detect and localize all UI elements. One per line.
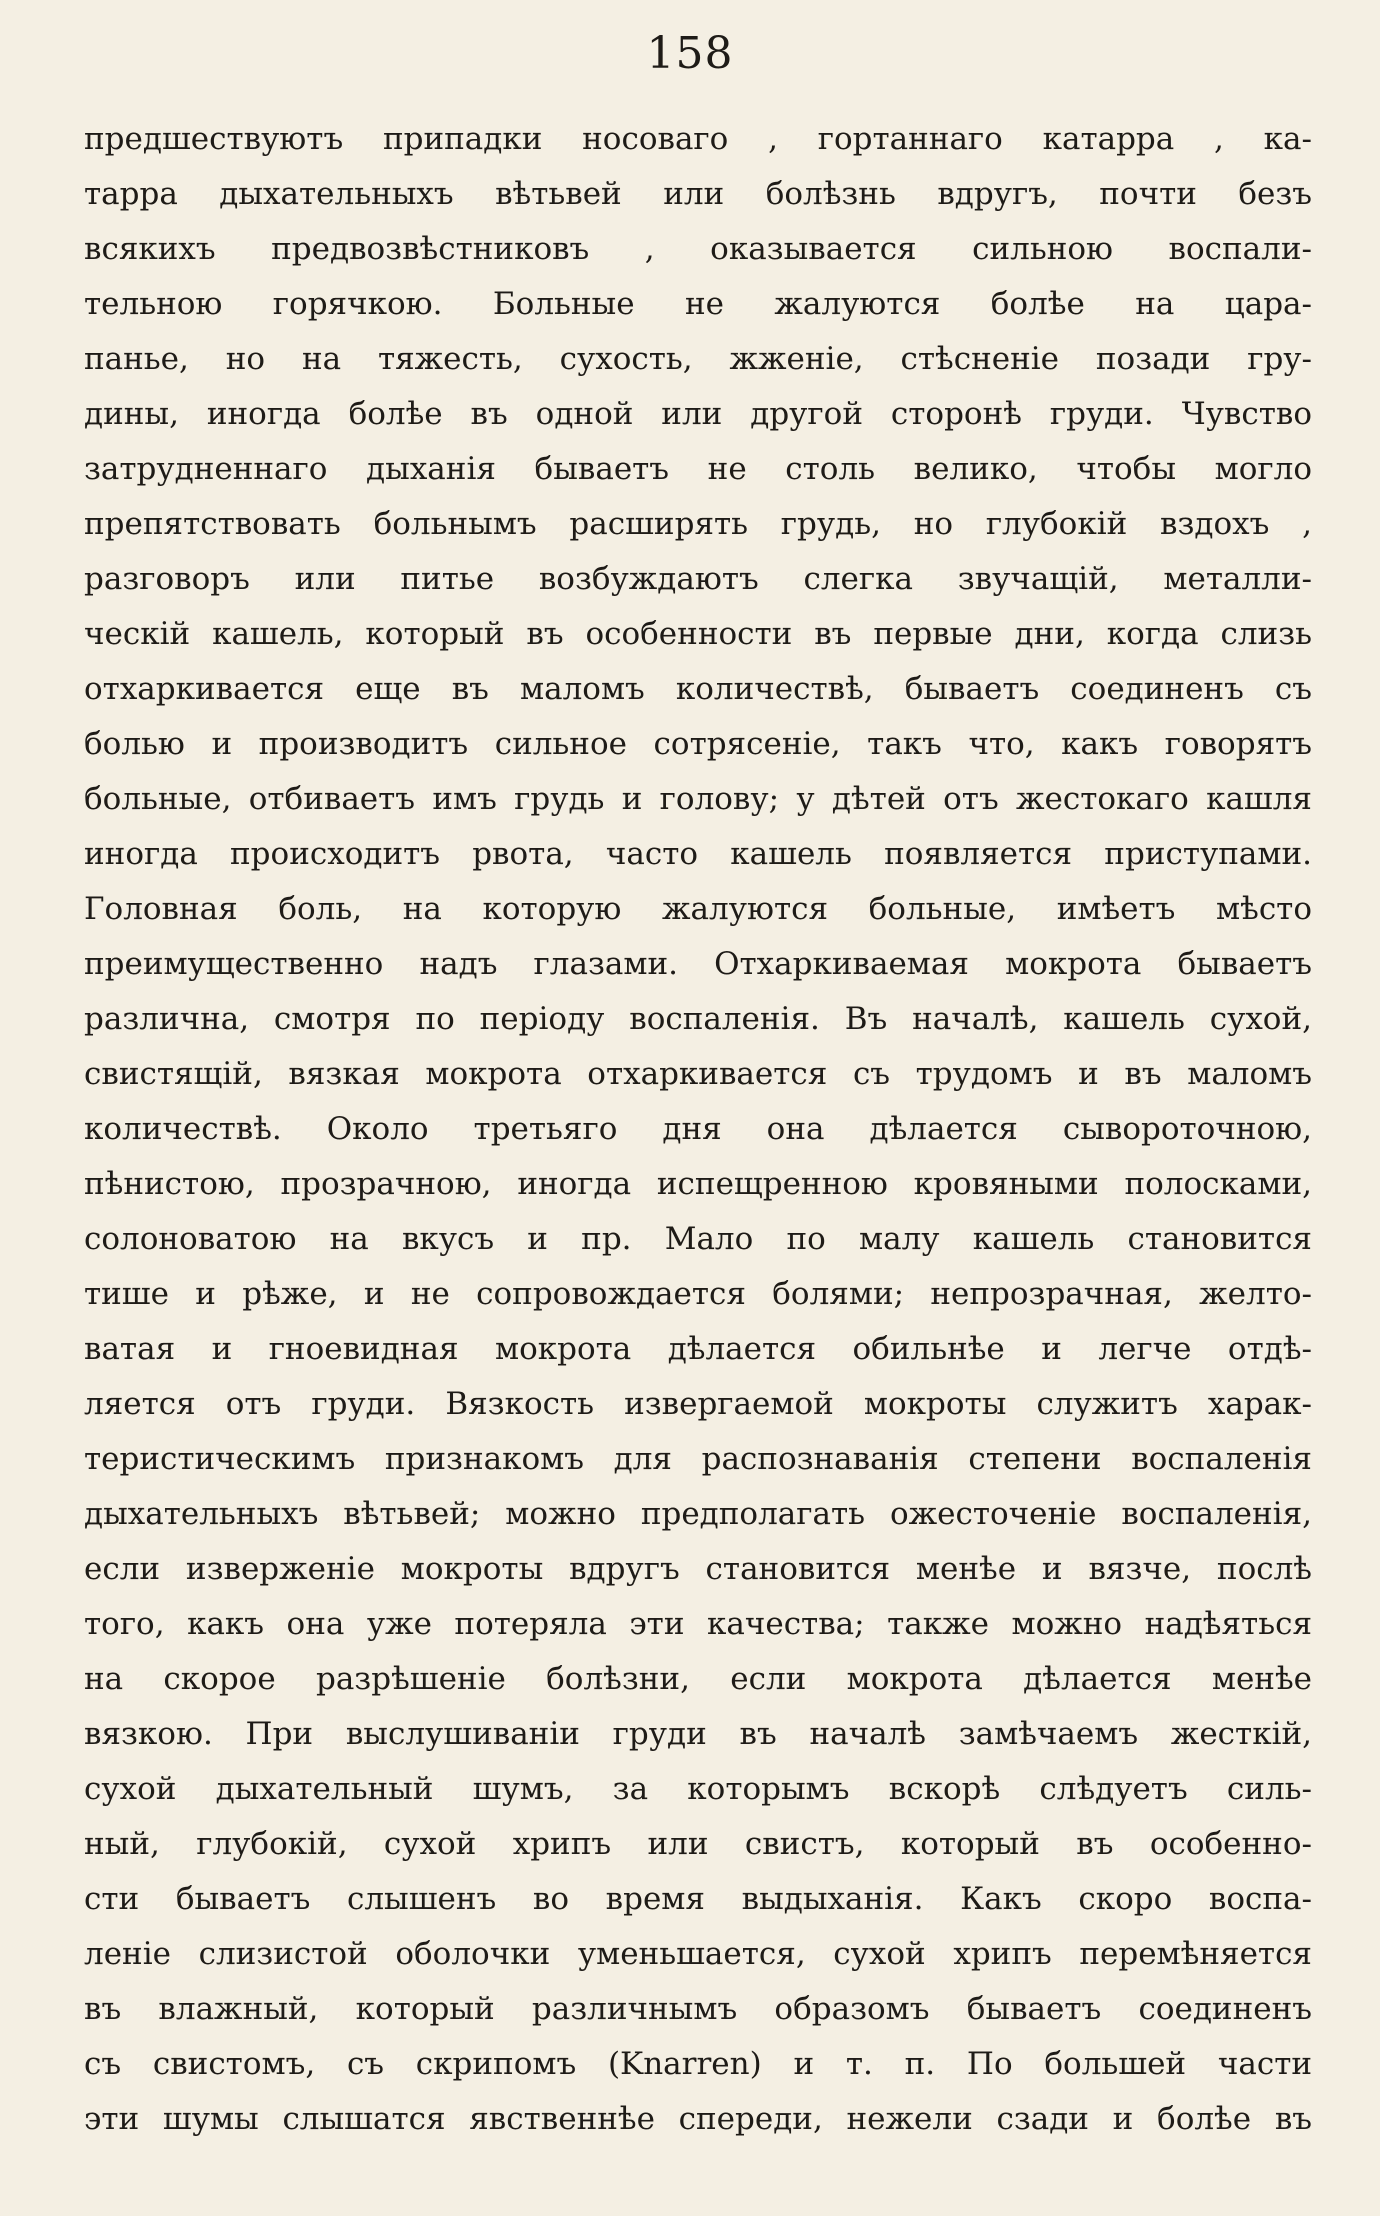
- text-line: вязкою. При выслушиваніи груди въ началѣ замѣчаемъ жесткій,: [84, 1716, 1312, 1752]
- text-line: разговоръ или питье возбуждаютъ слегка звучащій, металли-: [84, 561, 1312, 597]
- text-line: съ свистомъ, съ скрипомъ (Knarren) и т. п. По большей части: [84, 2046, 1312, 2082]
- text-line: панье, но на тяжесть, сухость, жженіе, стѣсненіе позади гру-: [84, 341, 1312, 377]
- text-line: сухой дыхательный шумъ, за которымъ вскорѣ слѣдуетъ силь-: [84, 1771, 1312, 1807]
- text-line: препятствовать больнымъ расширять грудь, но глубокій вздохъ ,: [84, 506, 1312, 542]
- text-line: болью и производитъ сильное сотрясеніе, такъ что, какъ говорятъ: [84, 726, 1312, 762]
- text-line: пѣнистою, прозрачною, иногда испещренною кровяными полосками,: [84, 1166, 1312, 1202]
- text-line: ческій кашель, который въ особенности въ первые дни, когда слизь: [84, 616, 1312, 652]
- text-line: дины, иногда болѣе въ одной или другой сторонѣ груди. Чувство: [84, 396, 1312, 432]
- text-line: количествѣ. Около третьяго дня она дѣлается сывороточною,: [84, 1111, 1312, 1147]
- text-line: всякихъ предвозвѣстниковъ , оказывается сильною воспали-: [84, 231, 1312, 267]
- text-line: тише и рѣже, и не сопровождается болями; непрозрачная, желто-: [84, 1276, 1312, 1312]
- text-line: преимущественно надъ глазами. Отхаркиваемая мокрота бываетъ: [84, 946, 1312, 982]
- text-line: различна, смотря по періоду воспаленія. Въ началѣ, кашель сухой,: [84, 1001, 1312, 1037]
- text-line: затрудненнаго дыханія бываетъ не столь велико, чтобы могло: [84, 451, 1312, 487]
- text-line: иногда происходитъ рвота, часто кашель появляется приступами.: [84, 836, 1312, 872]
- text-line: на скорое разрѣшеніе болѣзни, если мокрота дѣлается менѣе: [84, 1661, 1312, 1697]
- page-number: 158: [646, 28, 734, 79]
- text-line: ный, глубокій, сухой хрипъ или свистъ, который въ особенно-: [84, 1826, 1312, 1862]
- text-line: того, какъ она уже потеряла эти качества; также можно надѣяться: [84, 1606, 1312, 1642]
- body-text: [84, 112, 1312, 2147]
- text-line: предшествуютъ припадки носоваго , гортаннаго катарра , ка-: [84, 121, 1312, 157]
- text-line: дыхательныхъ вѣтьвей; можно предполагать ожесточеніе воспаленія,: [84, 1496, 1312, 1532]
- text-line: сти бываетъ слышенъ во время выдыханія. Какъ скоро воспа-: [84, 1881, 1312, 1917]
- text-line: ляется отъ груди. Вязкость извергаемой мокроты служитъ харак-: [84, 1386, 1312, 1422]
- text-line: леніе слизистой оболочки уменьшается, сухой хрипъ перемѣняется: [84, 1936, 1312, 1972]
- text-line: если изверженіе мокроты вдругъ становится менѣе и вязче, послѣ: [84, 1551, 1312, 1587]
- text-line: тельною горячкою. Больные не жалуются болѣе на цара-: [84, 286, 1312, 322]
- text-line: отхаркивается еще въ маломъ количествѣ, бываетъ соединенъ съ: [84, 671, 1312, 707]
- text-line: солоноватою на вкусъ и пр. Мало по малу кашель становится: [84, 1221, 1312, 1257]
- text-line: теристическимъ признакомъ для распознаванія степени воспаленія: [84, 1441, 1312, 1477]
- text-line: эти шумы слышатся явственнѣе спереди, нежели сзади и болѣе въ: [84, 2101, 1312, 2137]
- text-line: тарра дыхательныхъ вѣтьвей или болѣзнь вдругъ, почти безъ: [84, 176, 1312, 212]
- text-line: Головная боль, на которую жалуются больные, имѣетъ мѣсто: [84, 891, 1312, 927]
- text-line: больные, отбиваетъ имъ грудь и голову; у дѣтей отъ жестокаго кашля: [84, 781, 1312, 817]
- text-line: свистящій, вязкая мокрота отхаркивается съ трудомъ и въ маломъ: [84, 1056, 1312, 1092]
- text-line: въ влажный, который различнымъ образомъ бываетъ соединенъ: [84, 1991, 1312, 2027]
- text-line: ватая и гноевидная мокрота дѣлается обильнѣе и легче отдѣ-: [84, 1331, 1312, 1367]
